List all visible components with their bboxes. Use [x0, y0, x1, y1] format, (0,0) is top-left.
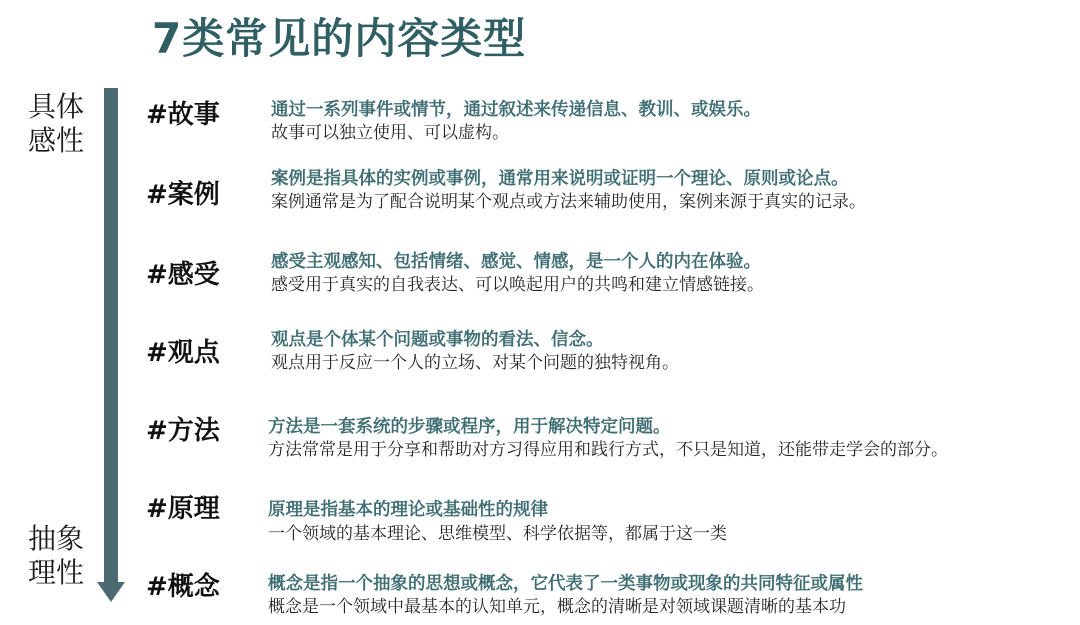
headline-case: 案例是指具体的实例或事例，通常用来说明或证明一个理论、原则或论点。 — [271, 169, 849, 189]
tag-method: #方法 — [146, 416, 220, 446]
axis-bottom-label: 抽象 理性 — [27, 522, 84, 589]
desc-case: 案例通常是为了配合说明某个观点或方法来辅助使用，案例来源于真实的记录。 — [271, 192, 866, 212]
desc-principle: 一个领域的基本理论、思维模型、科学依据等，都属于这一类 — [268, 524, 727, 544]
desc-concept: 概念是一个领域中最基本的认知单元，概念的清晰是对领域课题清晰的基本功 — [268, 597, 846, 617]
page-title: 7类常见的内容类型 — [152, 14, 527, 63]
axis-top-label: 具体 感性 — [27, 90, 84, 157]
tag-case: #案例 — [146, 180, 220, 210]
headline-viewpoint: 观点是个体某个问题或事物的看法、信念。 — [271, 330, 604, 350]
tag-story: #故事 — [146, 100, 220, 130]
headline-feeling: 感受主观感知、包括情绪、感觉、情感，是一个人的内在体验。 — [271, 252, 761, 272]
tag-concept: #概念 — [146, 572, 220, 602]
tag-principle: #原理 — [146, 494, 220, 524]
desc-viewpoint: 观点用于反应一个人的立场、对某个问题的独特视角。 — [271, 353, 679, 373]
desc-story: 故事可以独立使用、可以虚构。 — [271, 123, 509, 143]
tag-feeling: #感受 — [146, 260, 220, 290]
desc-feeling: 感受用于真实的自我表达、可以唤起用户的共鸣和建立情感链接。 — [271, 275, 764, 295]
desc-method: 方法常常是用于分享和帮助对方习得应用和践行方式，不只是知道，还能带走学会的部分。 — [268, 440, 948, 460]
headline-story: 通过一系列事件或情节，通过叙述来传递信息、教训、或娱乐。 — [271, 100, 761, 120]
tag-viewpoint: #观点 — [146, 338, 220, 368]
headline-principle: 原理是指基本的理论或基础性的规律 — [268, 500, 548, 520]
down-arrow-shaft — [104, 88, 118, 584]
headline-concept: 概念是指一个抽象的思想或概念，它代表了一类事物或现象的共同特征或属性 — [268, 574, 863, 594]
down-arrow-icon — [97, 582, 125, 602]
headline-method: 方法是一套系统的步骤或程序，用于解决特定问题。 — [268, 417, 671, 437]
